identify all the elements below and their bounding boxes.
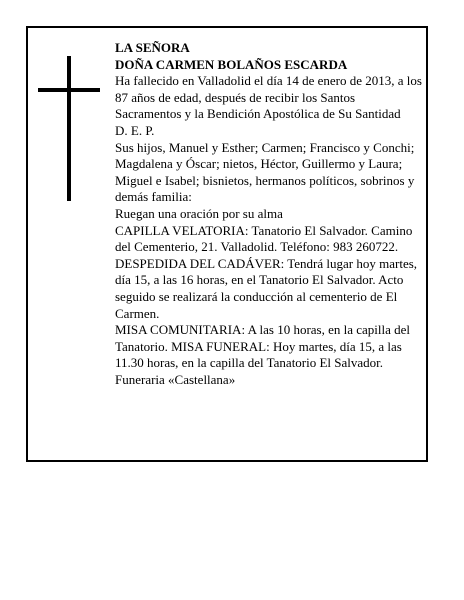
wake-info: CAPILLA VELATORIA: Tanatorio El Salvador. Camino del Cementerio, 21. Valladolid. Teléfono: 983 260722.	[115, 222, 413, 255]
farewell-info: DESPEDIDA DEL CADÁVER: Tendrá lugar hoy martes, día 15, a las 16 horas, en el Tanatorio El Salvador. Acto seguido se realizará la conducción al cementerio de El Carmen.	[115, 255, 418, 321]
obituary-notice	[26, 26, 428, 462]
obituary-text	[115, 40, 422, 388]
cross-vertical-bar	[67, 56, 71, 201]
deceased-name: DOÑA CARMEN BOLAÑOS ESCARDA	[115, 56, 348, 72]
family-list: Sus hijos, Manuel y Esther; Carmen; Francisco y Conchi; Magdalena y Óscar; nietos, Héctor, Guillermo y Laura; Miguel e Isabel; bisnietos, hermanos políticos, sobrinos y demás familia:	[115, 139, 415, 205]
rip-line: D. E. P.	[115, 122, 155, 138]
cross-horizontal-bar	[38, 88, 100, 92]
death-announcement: Ha fallecido en Valladolid el día 14 de enero de 2013, a los 87 años de edad, después de recibir los Santos Sacramentos y la Bendición Apostólica de Su Santidad	[115, 73, 422, 122]
mass-info: MISA COMUNITARIA: A las 10 horas, en la capilla del Tanatorio. MISA FUNERAL: Hoy martes, día 15, a las 11.30 horas, en la capilla del Tanatorio El Salvador.	[115, 322, 411, 371]
funeral-home: Funeraria «Castellana»	[115, 371, 236, 387]
prayer-request: Ruegan una oración por su alma	[115, 205, 283, 221]
obituary-heading: LA SEÑORA	[115, 40, 190, 55]
